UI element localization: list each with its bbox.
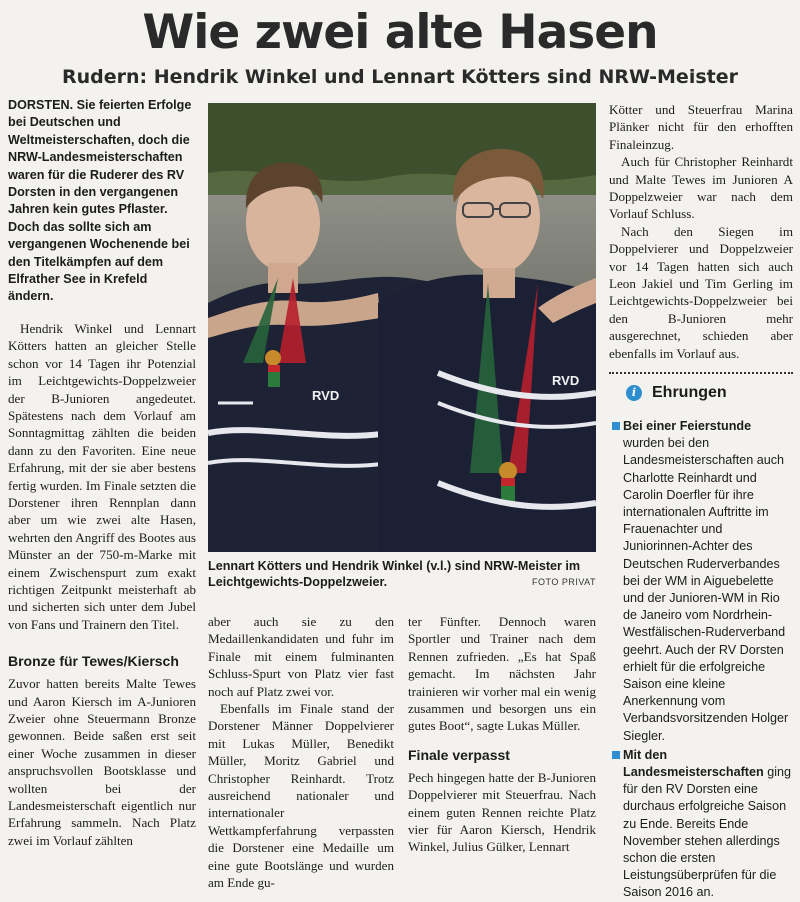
photo (208, 103, 596, 552)
jersey-text-right: RVD (552, 373, 580, 388)
headline: Wie zwei alte Hasen (142, 5, 658, 60)
photo-caption: Lennart Kötters und Hendrik Winkel (v.l.) sind NRW-Meister im Leichtgewichts-Doppelzweier. (208, 559, 581, 589)
body-paragraph: Auch für Christopher Reinhardt und Malte Tewes im Junioren A Doppelzweier war nach dem Vorlauf Schluss. (609, 154, 793, 222)
info-item-text: ging für den RV Dorsten eine durchaus erfolgreiche Saison zu Ende. Bereits Ende November stehen allerdings schon die ersten Leistungsüberprüfen für die Saison 2016 an. (623, 765, 791, 900)
info-item-text: wurden bei den Landesmeisterschaften auch Charlotte Reinhardt und Carolin Doerfler für ihre internationalen Auftritte im Frauenachter und Juniorinnen-Achter des Deutschen Ruderverbandes bei der WM in Aiguebelette und der Junioren-WM in Rio de Janeiro vom Nordrhein-Westfälischen-Ruderverband geehrt. Auch der RV Dorsten erhielt für die erfolgreiche Saison eine kleine Anerkennung vom Verbandsvorsitzenden Holger Siegler. (623, 436, 789, 743)
body-paragraph: Hendrik Winkel und Lennart Kötters hatten an gleicher Stelle schon vor 14 Tagen ihr Potenzial im Leichtgewichts-Doppelzweier der B-Junioren angedeutet. Spätestens nach dem Vorlauf am Sonntagmittag zählten die beiden dann zu den Favoriten. Eine neue Erfahrung, mit der sie aber bestens fertig wurden. Im Finale setzten die Dorstener ihren Rennplan dann aber um wie zwei alte Hasen, wehrten den Angriff des Bootes aus Münster an der 750-m-Marke mit einem Zwischenspurt zum exakt richtigen Zeitpunkt meisterhaft ab und sicherten sich unter dem Jubel von Fans und Trainern den Titel. (8, 320, 196, 632)
photo-credit: FOTO PRIVAT (531, 577, 596, 587)
subline: Rudern: Hendrik Winkel und Lennart Kötters sind NRW-Meister (62, 66, 738, 88)
bullet-square-icon (612, 751, 620, 759)
body-paragraph: Kötter und Steuerfrau Marina Plänker nicht für den erhofften Finaleinzug. (609, 102, 793, 152)
lead-paragraph: DORSTEN. Sie feierten Erfolge bei Deutschen und Weltmeisterschaften, doch die NRW-Landesmeisterschaften waren für die Ruderer des RV Dorsten in den vergangenen Jahren kein gutes Pflaster. Doch das sollte sich am vergangenen Wochenende bei den Titelkämpfen auf dem Elfrather See in Krefeld ändern. (8, 98, 192, 304)
bullet-square-icon (612, 422, 620, 430)
jersey-text-left: RVD (312, 388, 340, 403)
info-item (609, 418, 793, 745)
body-paragraph: Zuvor hatten bereits Malte Tewes und Aaron Kiersch im A-Junioren Zweier ohne Steuermann Bronze gewonnen. Beide saßen erst seit einer Woche zusammen in dieser anspruchsvollen Bootsklasse und wollten bei der Landesmeisterschaft eigentlich nur Erfahrung sammeln. Nach Platz zwei im Vorlauf zählten (8, 676, 196, 848)
info-box-title: Ehrungen (652, 384, 727, 401)
article-column-4 (609, 101, 793, 362)
body-paragraph: Ebenfalls im Finale stand der Dorstener Männer Doppelvierer mit Lukas Müller, Benedikt Müller, Moritz Gabriel und Christopher Reinhardt. Trotz ausreichend nationaler und internationaler Wettkampferfahrung verpassten die Dorstener eine Medaille um eine gute Bootslänge und wurden am Ende gu- (208, 701, 394, 891)
subheading-finale: Finale verpasst (408, 746, 510, 763)
info-box-header (609, 380, 793, 406)
info-icon: i (626, 385, 642, 401)
info-item-lead: Bei einer Feierstunde (623, 419, 752, 433)
info-item-lead: Mit den Landesmeisterschaften (623, 747, 768, 780)
info-box-ehrungen (609, 380, 793, 902)
body-paragraph: aber auch sie zu den Medaillenkandidaten und fuhr im Finale mit einem fulminanten Schluss-Spurt von Platz vier fast noch auf Platz zwei vor. (208, 614, 394, 699)
body-paragraph: Pech hingegen hatte der B-Junioren Doppelvierer mit Steuerfrau. Nach einem guten Rennen reichte Platz vier für Aaron Kiersch, Hendrik Winkel, Julius Gülker, Lennart (408, 769, 596, 855)
article-column-2 (208, 613, 394, 892)
article-column-3 (408, 613, 596, 856)
body-paragraph: ter Fünfter. Dennoch waren Sportler und Trainer nach dem Rennen zufrieden. „Es hat Spaß gemacht. Im nächsten Jahr trainieren wir vorher mal ein wenig zusammen und besorgen uns ein gutes Boot“, sagte Lukas Müller. (408, 614, 596, 734)
body-paragraph: Nach den Siegen im Doppelvierer und Doppelzweier vor 14 Tagen hatten sich auch Leon Jakiel und Tim Gerling im Leichtgewichts-Doppelzweier bei den B-Junioren mehr ausgerechnet, schieden aber ebenfalls im Vorlauf aus. (609, 223, 793, 361)
article-column-1 (8, 97, 196, 849)
dotted-divider (609, 372, 793, 374)
rowers-photo-image (208, 103, 596, 552)
subheading-bronze: Bronze für Tewes/Kiersch (8, 653, 179, 670)
info-item (609, 747, 793, 902)
